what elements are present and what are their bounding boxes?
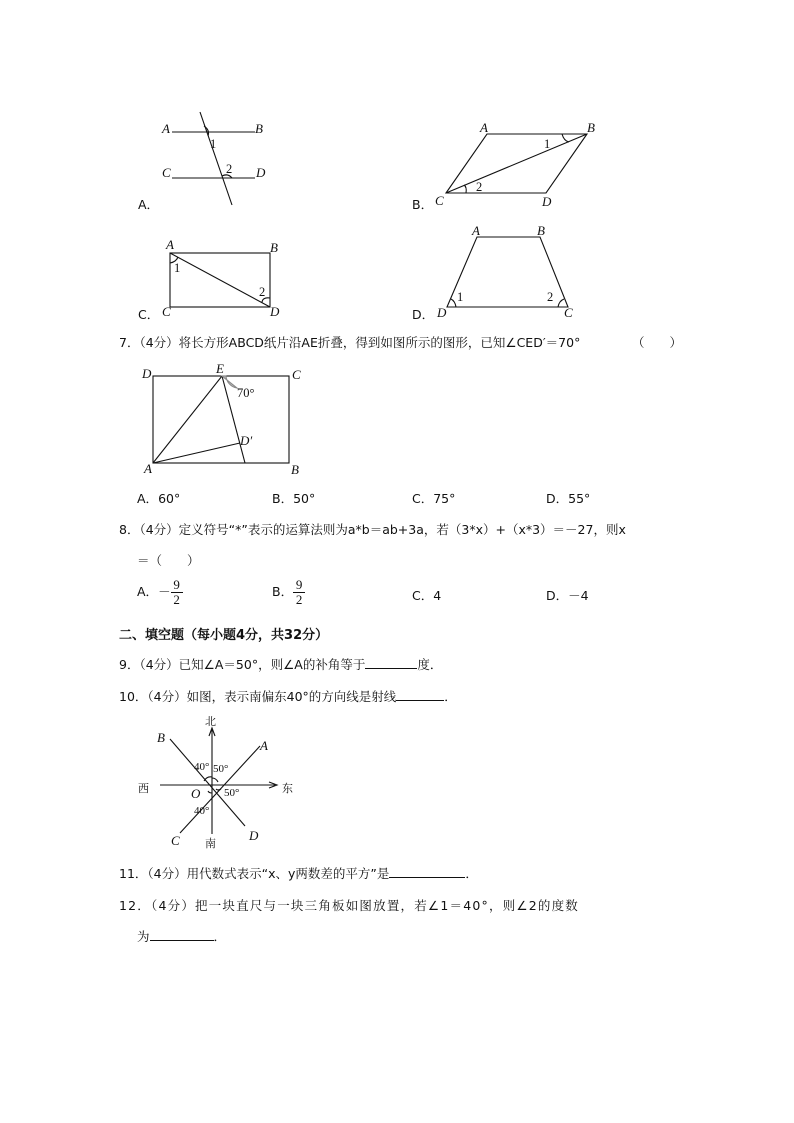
q10-angle-40-top: 40°	[194, 761, 210, 773]
q10-west-label: 西	[138, 782, 149, 795]
q6b-point-d: D	[542, 194, 552, 209]
q7-text: 将长方形ABCD纸片沿AE折叠，得到如图所示的图形，已知∠CED′＝70°	[178, 335, 581, 350]
q6c-point-d: D	[270, 304, 280, 319]
q6a-angle-1: 1	[210, 137, 217, 151]
q6b-angle-2: 2	[476, 180, 483, 194]
q12-stem: 12．（4分）把一块直尺与一块三角板如图放置，若∠1＝40°，则∠2的度数	[119, 898, 580, 913]
q6b-point-c: C	[435, 193, 444, 208]
q8-text: 定义符号“*”表示的运算法则为a*b＝ab+3a，若（3*x）+（x*3）＝－27，则x	[178, 522, 626, 537]
q6a-point-a: A	[162, 121, 170, 136]
q6a-point-d: D	[256, 165, 266, 180]
q8-score: （4分）	[139, 522, 179, 537]
q6c-letter[interactable]: C．	[138, 307, 160, 322]
q7-point-b: B	[291, 462, 299, 477]
q6c-angle-1: 1	[174, 261, 181, 275]
q10-point-d: D	[249, 828, 259, 843]
q7-option-c[interactable]: C．75°	[412, 491, 456, 506]
q6d-point-a: A	[472, 223, 480, 238]
q6a-point-b: B	[255, 121, 263, 136]
q6d-point-c: C	[564, 305, 573, 320]
q10-point-a: A	[260, 738, 268, 753]
q8-option-b[interactable]: B． $\frac{9}{2}$	[272, 578, 305, 607]
q6b-angle-1: 1	[544, 137, 551, 151]
q6a-angle-2: 2	[226, 162, 233, 176]
q6d-letter[interactable]: D．	[412, 307, 435, 322]
q7-point-a: A	[144, 461, 152, 476]
q8-option-a[interactable]: A．－ $\frac{9}{2}$	[137, 578, 183, 607]
q7-point-d: D	[142, 366, 152, 381]
q6c-point-a: A	[166, 237, 174, 252]
q12-blank[interactable]	[150, 928, 214, 941]
q6d-point-b: B	[537, 223, 545, 238]
q6d-point-d: D	[437, 305, 447, 320]
q7-answer-paren: （ ）	[632, 335, 683, 350]
section-2-heading: 二、填空题（每小题4分，共32分）	[119, 628, 329, 643]
q7-option-a[interactable]: A．60°	[137, 491, 181, 506]
q6d-angle-1: 1	[457, 290, 464, 304]
q7-angle-70: 70°	[237, 386, 255, 400]
q8-option-d[interactable]: D．－4	[546, 588, 589, 603]
q10-point-b: B	[157, 730, 165, 745]
q10-point-o: O	[191, 786, 201, 801]
q7-point-dprime: D′	[240, 433, 253, 448]
q6b-point-b: B	[587, 120, 595, 135]
q12-line-2: 为 ．	[137, 929, 227, 944]
q10-point-c: C	[171, 833, 180, 848]
q6b-letter[interactable]: B．	[412, 197, 434, 212]
q9: 9．（4分）已知∠A＝50°，则∠A的补角等于 度．	[119, 657, 443, 672]
q7-option-b[interactable]: B．50°	[272, 491, 316, 506]
q8-text-2: ＝（ ）	[137, 553, 200, 568]
q8-option-c[interactable]: C．4	[412, 588, 442, 603]
q6c-point-b: B	[270, 240, 278, 255]
q10-south-label: 南	[205, 837, 216, 850]
q8-option-b-fraction: $\frac{9}{2}$	[293, 578, 305, 607]
q7-point-e: E	[216, 361, 224, 376]
q11-blank[interactable]	[389, 865, 465, 878]
q11: 11．（4分）用代数式表示“x、y两数差的平方”是 ．	[119, 866, 478, 881]
q7-score: （4分）	[139, 335, 179, 350]
q10-angle-50-top: 50°	[213, 763, 229, 775]
q6a-point-c: C	[162, 165, 171, 180]
q6c-point-c: C	[162, 304, 171, 319]
q10-east-label: 东	[282, 782, 293, 795]
q6b-point-a: A	[480, 120, 488, 135]
q7-number: 7．	[119, 335, 140, 350]
q8-number: 8．	[119, 522, 140, 537]
q7-point-c: C	[292, 367, 301, 382]
q6d-angle-2: 2	[547, 290, 554, 304]
q8-option-a-fraction: $\frac{9}{2}$	[171, 578, 183, 607]
q10: 10．（4分）如图，表示南偏东40°的方向线是射线 ．	[119, 689, 457, 704]
q6a-letter[interactable]: A．	[138, 197, 160, 212]
q7-option-d[interactable]: D．55°	[546, 491, 591, 506]
q10-angle-50-bottom: 50°	[224, 787, 240, 799]
q10-angle-40-bottom: 40°	[194, 805, 210, 817]
q10-north-label: 北	[205, 715, 216, 728]
q6c-angle-2: 2	[259, 285, 266, 299]
